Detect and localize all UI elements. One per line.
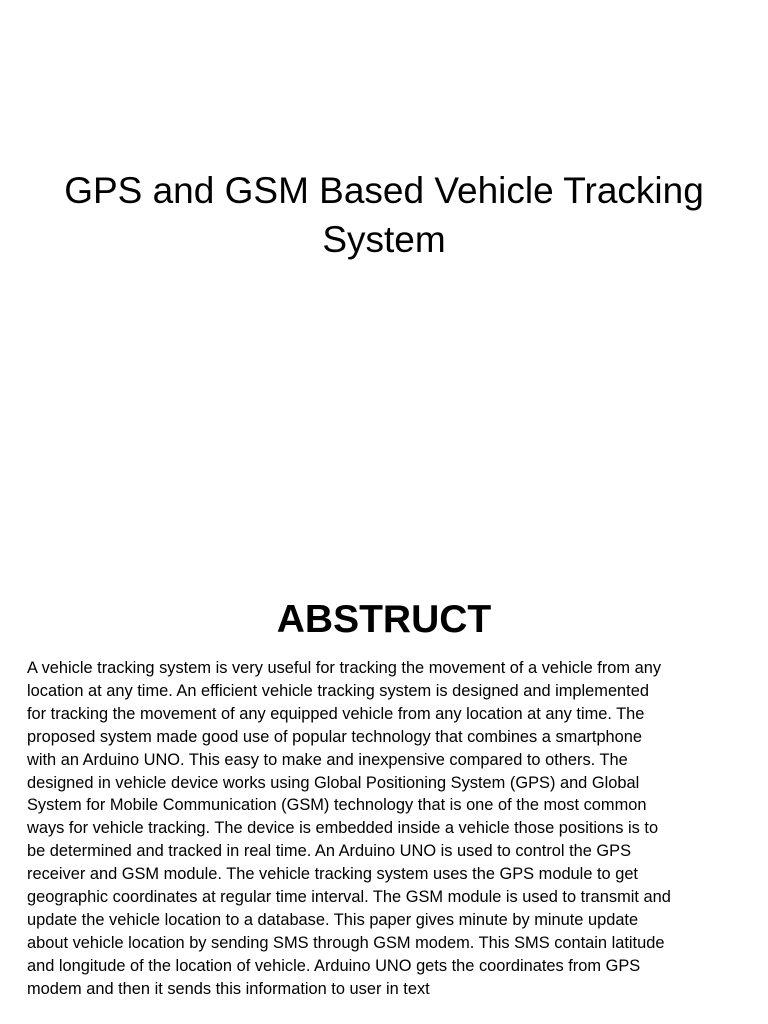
slide-title: GPS and GSM Based Vehicle Tracking System bbox=[64, 170, 704, 260]
abstract-slide bbox=[0, 576, 768, 1024]
abstract-heading: ABSTRUCT bbox=[276, 598, 492, 641]
abstract-body: A vehicle tracking system is very useful for tracking the movement of a vehicle from any location at any time. An efficient vehicle tracking system is designed and implemented for tracking the movement of any equipped vehicle from any location at any time. The proposed system made good use of popular technology that combines a smartphone with an Arduino UNO. This easy to make and inexpensive compared to others. The designed in vehicle device works using Global Positioning System (GPS) and Global System for Mobile Communication (GSM) technology that is one of the most common ways for vehicle tracking. The device is embedded inside a vehicle those positions is to be determined and tracked in real time. An Arduino UNO is used to control the GPS receiver and GSM module. The vehicle tracking system uses the GPS module to get geographic coordinates at regular time interval. The GSM module is used to transmit and update the vehicle location to a database. This paper gives minute by minute update about vehicle location by sending SMS through GSM modem. This SMS contain latitude and longitude of the location of vehicle. Arduino UNO gets the coordinates from GPS modem and then it sends this information to user in text bbox=[27, 659, 671, 998]
